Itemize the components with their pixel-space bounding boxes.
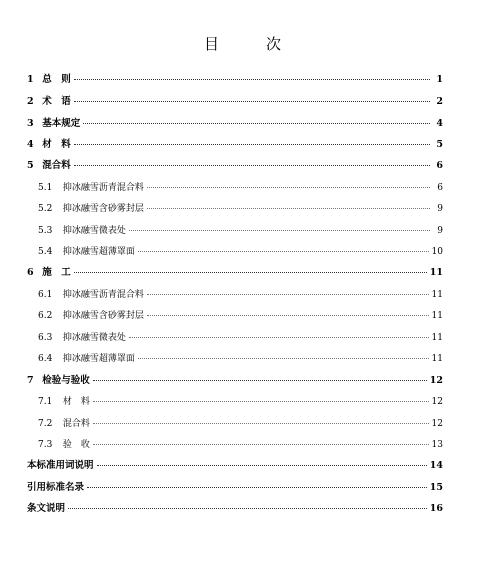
dot-leader	[74, 101, 430, 102]
toc-number: 5.2	[38, 204, 53, 214]
toc-label: 抑冰融雪超薄罩面	[60, 354, 135, 364]
toc-label: 条文说明	[27, 503, 66, 514]
toc-page-number: 1	[436, 74, 443, 85]
toc-label: 抑冰融雪微表处	[60, 226, 126, 236]
page-title: 目 次	[203, 35, 297, 53]
toc-label: 材 料	[60, 397, 90, 407]
toc-entry[interactable]	[27, 137, 443, 153]
dot-leader	[68, 508, 427, 509]
dot-leader	[87, 487, 427, 488]
toc-entry[interactable]	[27, 158, 443, 174]
toc-number: 4	[27, 139, 34, 150]
toc-label: 材 料	[39, 139, 71, 150]
dot-leader	[74, 79, 430, 80]
toc-label: 抑冰融雪沥青混合料	[60, 183, 144, 193]
toc-label: 混合料	[39, 160, 71, 171]
toc-page-number: 12	[431, 397, 443, 407]
toc-number: 7	[27, 375, 34, 386]
toc-entry[interactable]	[27, 265, 443, 281]
toc-label: 本标准用词说明	[27, 460, 94, 471]
dot-leader	[93, 444, 429, 445]
toc-page-number: 12	[431, 419, 443, 429]
toc-entry[interactable]	[27, 458, 443, 474]
toc-page-number: 12	[429, 375, 443, 386]
toc-subentry[interactable]	[38, 201, 443, 217]
toc-label: 抑冰融雪沥青混合料	[60, 290, 144, 300]
toc-subentry[interactable]	[38, 330, 443, 346]
toc-number: 2	[27, 96, 34, 107]
dot-leader	[83, 123, 430, 124]
toc-entry[interactable]	[27, 116, 443, 132]
toc-page-number: 11	[431, 354, 443, 364]
dot-leader	[129, 230, 430, 231]
toc-page-number: 9	[437, 226, 443, 236]
toc-number: 6.4	[38, 354, 53, 364]
toc-label: 抑冰融雪含砂雾封层	[60, 311, 144, 321]
toc-number: 5.1	[38, 183, 53, 193]
dot-leader	[93, 423, 429, 424]
toc-label: 总 则	[39, 74, 71, 85]
toc-subentry[interactable]	[38, 416, 443, 432]
toc-number: 6.3	[38, 333, 53, 343]
toc-label: 验 收	[60, 440, 90, 450]
toc-page-number: 11	[431, 290, 443, 300]
toc-page-number: 5	[436, 139, 443, 150]
toc-label: 引用标准名录	[27, 482, 85, 493]
toc-page-number: 11	[431, 311, 443, 321]
toc-page-number: 9	[437, 204, 443, 214]
toc-entry[interactable]	[27, 373, 443, 389]
dot-leader	[147, 315, 429, 316]
toc-subentry[interactable]	[38, 351, 443, 367]
dot-leader	[97, 465, 427, 466]
dot-leader	[147, 208, 430, 209]
toc-number: 7.3	[38, 440, 53, 450]
toc-label: 抑冰融雪含砂雾封层	[60, 204, 144, 214]
toc-number: 1	[27, 74, 34, 85]
toc-label: 检验与验收	[39, 375, 90, 386]
toc-subentry[interactable]	[38, 437, 443, 453]
toc-number: 6.2	[38, 311, 53, 321]
toc-number: 6.1	[38, 290, 53, 300]
dot-leader	[74, 144, 430, 145]
toc-number: 5.4	[38, 247, 53, 257]
toc-subentry[interactable]	[38, 287, 443, 303]
toc-subentry[interactable]	[38, 223, 443, 239]
toc-label: 施 工	[39, 267, 71, 278]
toc-label: 术 语	[39, 96, 71, 107]
toc-subentry[interactable]	[38, 394, 443, 410]
dot-leader	[147, 187, 430, 188]
dot-leader	[74, 165, 430, 166]
toc-page-number: 4	[436, 118, 443, 129]
toc-page-number: 16	[429, 503, 443, 514]
toc-entry[interactable]	[27, 501, 443, 517]
toc-label: 抑冰融雪微表处	[60, 333, 126, 343]
toc-page-number: 6	[436, 160, 443, 171]
dot-leader	[138, 358, 429, 359]
toc-number: 7.1	[38, 397, 53, 407]
toc-page-number: 15	[429, 482, 443, 493]
toc-page-number: 13	[431, 440, 443, 450]
dot-leader	[147, 294, 429, 295]
dot-leader	[93, 380, 427, 381]
toc-subentry[interactable]	[38, 308, 443, 324]
toc-entry[interactable]	[27, 480, 443, 496]
toc-subentry[interactable]	[38, 244, 443, 260]
toc-number: 7.2	[38, 419, 53, 429]
toc-number: 5.3	[38, 226, 53, 236]
toc-page-number: 14	[429, 460, 443, 471]
toc-entry[interactable]	[27, 72, 443, 88]
dot-leader	[93, 401, 429, 402]
dot-leader	[138, 251, 429, 252]
dot-leader	[74, 272, 427, 273]
toc-number: 5	[27, 160, 34, 171]
toc-label: 抑冰融雪超薄罩面	[60, 247, 135, 257]
toc-page-number: 10	[431, 247, 443, 257]
toc-entry[interactable]	[27, 94, 443, 110]
toc-page-number: 6	[437, 183, 443, 193]
toc-page-number: 11	[429, 267, 443, 278]
toc-label: 混合料	[60, 419, 90, 429]
toc-page-number: 2	[436, 96, 443, 107]
toc-subentry[interactable]	[38, 180, 443, 196]
toc-number: 3	[27, 118, 34, 129]
toc-page-number: 11	[431, 333, 443, 343]
dot-leader	[129, 337, 429, 338]
toc-label: 基本规定	[39, 118, 81, 129]
toc-number: 6	[27, 267, 34, 278]
